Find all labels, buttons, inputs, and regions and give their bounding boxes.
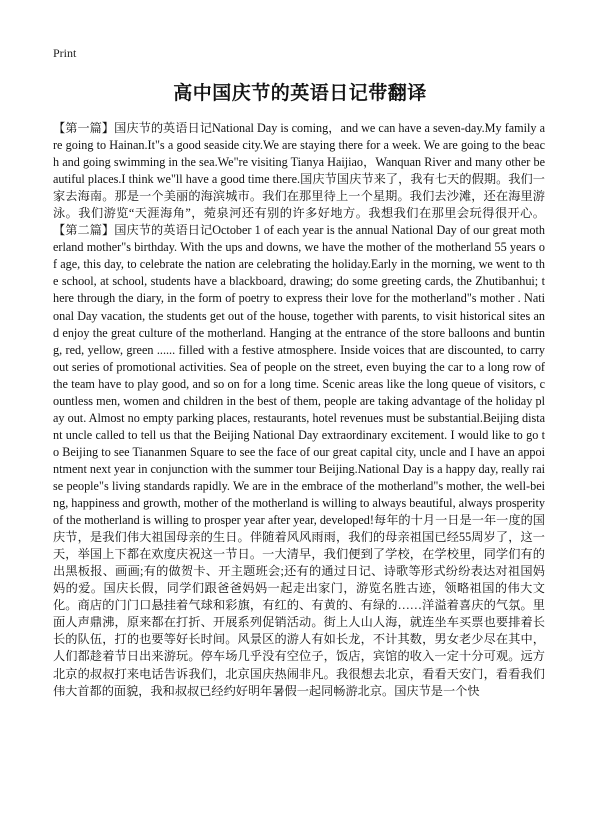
document-title: 高中国庆节的英语日记带翻译 — [173, 82, 427, 104]
document-body: 【第一篇】国庆节的英语日记National Day is coming，and we can have a seven-day.My family are going to Hainan.It"s a good seaside city.We are staying there for a week. We are going to the beach and going swimming in the sea.We"re visiting Tianya Haijiao，Wanquan River and many other beautiful places.I think we"ll have a good time there.国庆节国庆节来了，我有七天的假期。我们一家去海南。那是一个美丽的海滨城市。我们在那里待上一个星期。我们去沙滩，还在海里游泳。我们游览“天涯海角”，菀泉河还有别的许多好地方。我想我们在那里会玩得很开心。【第二篇】国庆节的英语日记October 1 of each year is the annual National Day of our great motherland mother"s birthday. With the ups and downs, we have the mother of the motherland 55 years of age, this day, to celebrate the nation are celebrating the holiday.Early in the morning, we went to the school, at school, students have a blackboard, drawing; do some greeting cards, the Zhutibanhui; there through the diary, in the form of poetry to express their love for the motherland"s mother . National Day vacation, the students get out of the house, together with parents, to visit historical sites and enjoy the great culture of the motherland. Hanging at the entrance of the store balloons and bunting, red, yellow, green ...... filled with a festive atmosphere. Inside voices that are discounted, to carry out series of promotional activities. Sea of people on the street, even buying the car to a long row of the team have to play good, and so on for a long time. Scenic areas like the long queue of visitors, countless men, women and children in the best of them, people are taking advantage of the holiday play out. Almost no empty parking places, restaurants, hotel revenues must be substantial.Beijing distant uncle called to tell us that the Beijing National Day extraordinary excitement. I would like to go to Beijing to see Tiananmen Square to see the face of our great capital city, uncle and I have an appointment next year in conjunction with the summer tour Beijing.National Day is a happy day, really raise people"s living standards rapidly. We are in the embrace of the motherland"s mother, the well-being, happiness and growth, mother of the motherland is willing to always beautiful, always prosperity of the motherland is willing to prosper year after year, developed!每年的十月一日是一年一度的国庆节，是我们伟大祖国母亲的生日。伴随着风风雨雨，我们的母亲祖国已经55周岁了，这一天，举国上下都在欢度庆祝这一节日。一大清早，我们便到了学校，在学校里，同学们有的出黑板报、画画;有的做贺卡、开主题班会;还有的通过日记、诗歌等形式纷纷表达对祖国妈妈的爱。国庆长假，同学们跟爸爸妈妈一起走出家门，游览名胜古迹，领略祖国的伟大文化。商店的门门口悬挂着气球和彩旗，有红的、有黄的、有绿的……洋溢着喜庆的气氛。里面人声鼎沸，原来都在打折、开展系列促销活动。街上人山人海，就连坐车买票也要排着长长的队伍，打的也要等好长时间。风景区的游人有如长龙，不计其数，男女老少尽在其中，人们都趁着节日出来游玩。停车场几乎没有空位子，饭店，宾馆的收入一定十分可观。远方北京的叔叔打来电话告诉我们，北京国庆热闹非凡。我很想去北京，看看天安门，看看我们伟大首都的面貌，我和叔叔已经约好明年暑假一起同畅游北京。国庆节是一个快 — [53, 121, 545, 698]
print-link[interactable]: Print — [53, 46, 77, 60]
